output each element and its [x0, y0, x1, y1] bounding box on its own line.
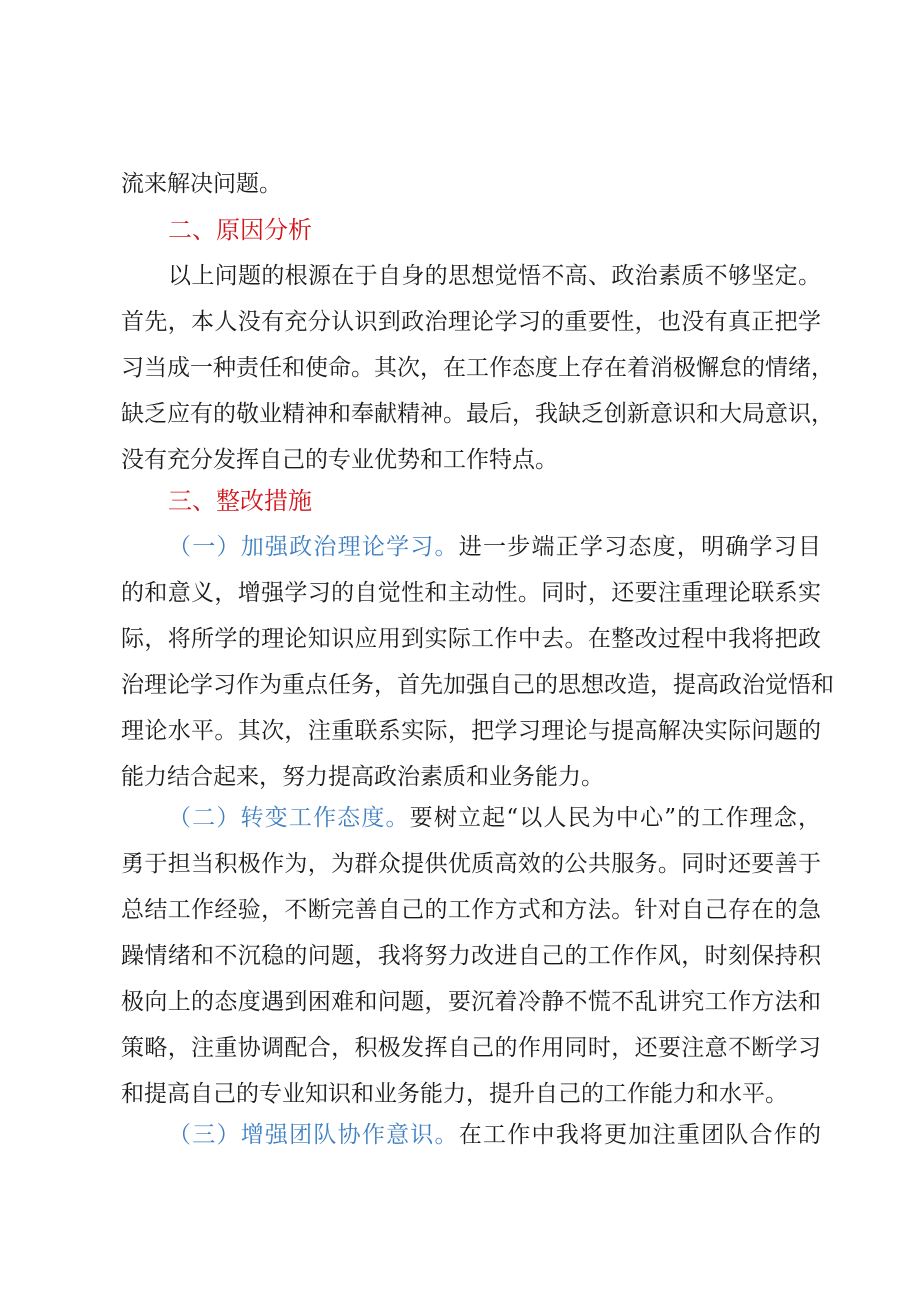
paragraph-line [168, 524, 821, 570]
subheading-item-2: （二）转变工作态度。 [168, 805, 410, 831]
paragraph-line: 能力结合起来，努力提高政治素质和业务能力。 [121, 764, 604, 790]
paragraph-line [168, 795, 821, 841]
paragraph-line: 和提高自己的专业知识和业务能力，提升自己的工作能力和水平。 [121, 1081, 788, 1107]
paragraph-line: 首先，本人没有充分认识到政治理论学习的重要性，也没有真正把学 [121, 309, 821, 335]
paragraph-line: 的和意义，增强学习的自觉性和主动性。同时，还要注重理论联系实 [121, 580, 821, 606]
paragraph-line: 勇于担当积极作为，为群众提供优质高效的公共服务。同时还要善于 [121, 851, 821, 877]
paragraph-line [168, 1112, 821, 1158]
paragraph-line: 总结工作经验，不断完善自己的工作方式和方法。针对自己存在的急 [121, 897, 821, 923]
paragraph-line: 流来解决问题。 [121, 171, 282, 197]
section-heading-rectification-measures: 三、整改措施 [168, 487, 312, 515]
paragraph-line: 策略，注重协调配合，积极发挥自己的作用同时，还要注意不断学习 [121, 1035, 821, 1061]
paragraph-line: 缺乏应有的敬业精神和奉献精神。最后，我缺乏创新意识和大局意识， [121, 401, 834, 427]
paragraph-line: 以上问题的根源在于自身的思想觉悟不高、政治素质不够坚定。 [168, 263, 821, 289]
paragraph-text: 进一步端正学习态度，明确学习目 [458, 534, 822, 560]
subheading-item-1: （一）加强政治理论学习。 [168, 534, 459, 560]
subheading-item-3: （三）增强团队协作意识。 [168, 1122, 459, 1148]
paragraph-text: 要树立起“以人民为中心”的工作理念， [409, 805, 821, 831]
paragraph-line: 治理论学习作为重点任务，首先加强自己的思想改造，提高政治觉悟和 [121, 672, 834, 698]
paragraph-line: 没有充分发挥自己的专业优势和工作特点。 [121, 447, 558, 473]
paragraph-text: 在工作中我将更加注重团队合作的 [458, 1122, 822, 1148]
paragraph-line: 际，将所学的理论知识应用到实际工作中去。在整改过程中我将把政 [121, 626, 821, 652]
paragraph-line: 躁情绪和不沉稳的问题，我将努力改进自己的工作作风，时刻保持积 [121, 943, 821, 969]
paragraph-line: 习当成一种责任和使命。其次，在工作态度上存在着消极懈怠的情绪， [121, 355, 834, 381]
paragraph-line: 理论水平。其次，注重联系实际，把学习理论与提高解决实际问题的 [121, 718, 821, 744]
section-heading-cause-analysis: 二、原因分析 [168, 216, 312, 244]
paragraph-line: 极向上的态度遇到困难和问题，要沉着冷静不慌不乱讲究工作方法和 [121, 989, 821, 1015]
